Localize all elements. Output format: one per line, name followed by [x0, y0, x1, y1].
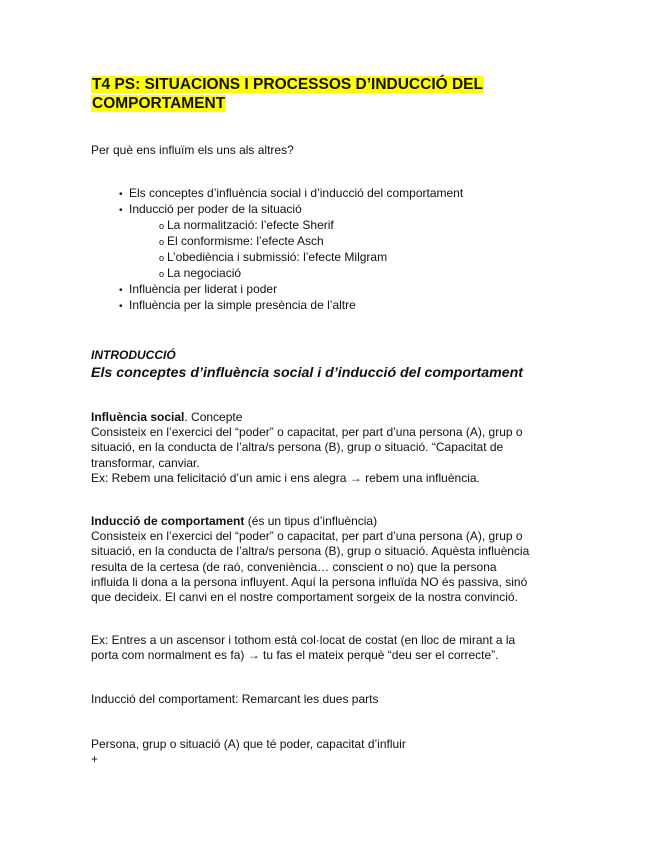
intro-label: INTRODUCCIÓ: [91, 348, 176, 362]
bullet-icon: •: [119, 205, 123, 216]
plus-sign: +: [91, 752, 99, 766]
toc-item: [119, 186, 463, 202]
paragraph-line: resulta de la certesa (de raó, conveniència… conscient o no) que la persona: [91, 559, 497, 574]
circle-bullet-icon: o: [159, 221, 165, 231]
toc-subitem: [159, 218, 463, 234]
paragraph-line: influida li dona a la persona influyent. Aquí la persona influïda NO és passiva, sinó: [91, 574, 528, 589]
paragraph-line: transformar, canviar.: [91, 455, 200, 470]
example-block: [91, 633, 566, 663]
influencia-social-block: [91, 410, 566, 486]
bullet-icon: •: [119, 285, 123, 296]
circle-bullet-icon: o: [159, 269, 165, 279]
question-text: Per què ens influïm els uns als altres?: [91, 143, 294, 157]
toc-item-label: Els conceptes d’influència social i d’inducció del comportament: [129, 186, 464, 200]
table-of-contents: [119, 186, 463, 314]
paragraph-line: situació, en la conducta de l’altra/s persona (B), grup o situació. Aquèsta influència: [91, 544, 530, 559]
example-line: Ex: Rebem una felicitació d’un amic i ens alegra → rebem una influència.: [91, 470, 480, 485]
toc-subitem: [159, 266, 463, 282]
induccio-block: [91, 514, 566, 605]
paragraph-line: Consisteix en l’exercici del “poder” o capacitat, per part d’una persona (A), grup o: [91, 529, 523, 544]
paragraph-line: situació, en la conducta de l’altra/s persona (B), grup o situació. “Capacitat de: [91, 440, 504, 455]
toc-item: [119, 298, 463, 314]
toc-subitem-label: La normalització: l’efecte Sherif: [167, 218, 334, 232]
paragraph-line: porta com normalment es fa) → tu fas el mateix perquè “deu ser el correcte”.: [91, 648, 499, 663]
influencia-term-line: [91, 410, 566, 425]
induccio-term: Inducció de comportament: [91, 514, 245, 528]
induccio-term-suffix: (és un tipus d’influència): [244, 514, 378, 528]
party-a-text: Persona, grup o situació (A) que té poder, capacitat d’influir: [91, 737, 406, 751]
induccio-term-line: [91, 514, 566, 529]
paragraph-line: que decideix. El canvi en el nostre comportament sorgeix de la nostra convinció.: [91, 590, 518, 605]
document-title: [91, 75, 571, 113]
toc-subitem: [159, 250, 463, 266]
toc-subitem: [159, 234, 463, 250]
toc-item-label: Inducció per poder de la situació: [129, 202, 302, 216]
bullet-icon: •: [119, 301, 123, 312]
remark-text: Inducció del comportament: Remarcant les dues parts: [91, 692, 379, 706]
bullet-icon: •: [119, 189, 123, 200]
paragraph-line: Consisteix en l’exercici del “poder” o capacitat, per part d’una persona (A), grup o: [91, 425, 523, 440]
toc-item: [119, 282, 463, 298]
toc-item-label: Influència per la simple presència de l’altre: [129, 298, 356, 312]
influencia-term-suffix: . Concepte: [184, 410, 243, 424]
toc-sublist: [119, 218, 463, 282]
toc-subitem-label: El conformisme: l’efecte Asch: [167, 234, 324, 248]
toc-item: [119, 202, 463, 282]
toc-subitem-label: L’obediència i submissió: l’efecte Milgram: [167, 250, 388, 264]
toc-subitem-label: La negociació: [167, 266, 242, 280]
circle-bullet-icon: o: [159, 253, 165, 263]
circle-bullet-icon: o: [159, 237, 165, 247]
section-heading: Els conceptes d’influència social i d’inducció del comportament: [91, 365, 524, 381]
toc-item-label: Influència per liderat i poder: [129, 282, 278, 296]
paragraph-line: Ex: Entres a un ascensor i tothom està col·locat de costat (en lloc de mirant a la: [91, 633, 516, 647]
title-line-1: T4 PS: SITUACIONS I PROCESSOS D’INDUCCIÓ DEL: [92, 76, 483, 93]
title-line-2: COMPORTAMENT: [92, 95, 226, 112]
influencia-term: Influència social: [91, 410, 185, 424]
